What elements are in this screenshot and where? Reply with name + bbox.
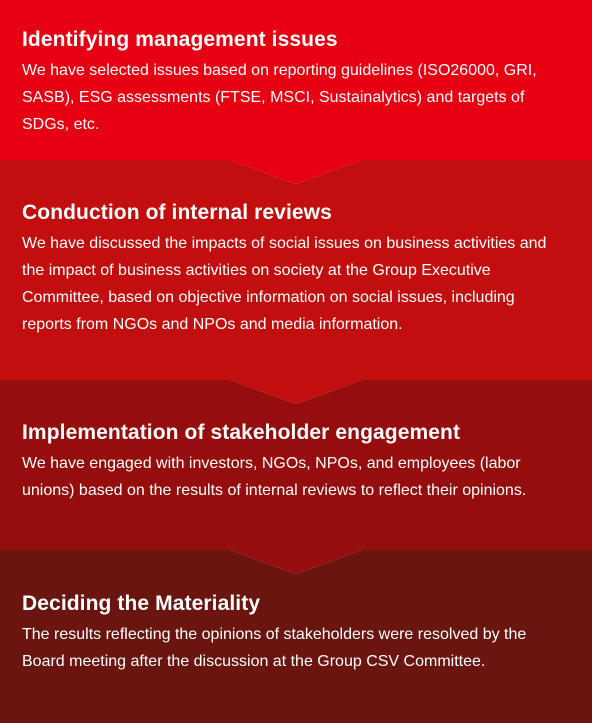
step-conduction-of-internal-reviews xyxy=(0,160,592,406)
step-1-description: We have selected issues based on reporting guidelines (ISO26000, GRI, SASB), ESG assessments (FTSE, MSCI, Sustainalytics) and targets of SDGs, etc. xyxy=(22,62,537,133)
step-1-title: Identifying management issues xyxy=(22,28,338,51)
step-implementation-of-stakeholder-engagement xyxy=(0,380,592,576)
step-deciding-the-materiality xyxy=(0,550,592,723)
step-identifying-management-issues xyxy=(0,0,592,186)
step-3-description: We have engaged with investors, NGOs, NPOs, and employees (labor unions) based on the results of internal reviews to reflect their opinions. xyxy=(22,455,527,499)
step-3-title: Implementation of stakeholder engagement xyxy=(22,421,461,444)
step-2-title: Conduction of internal reviews xyxy=(22,201,332,224)
step-4-description: The results reflecting the opinions of stakeholders were resolved by the Board meeting after the discussion at the Group CSV Committee. xyxy=(22,626,527,670)
step-2-description: We have discussed the impacts of social issues on business activities and the impact of business activities on society at the Group Executive Committee, based on objective information on social issues, including reports from NGOs and NPOs and media information. xyxy=(22,235,547,333)
step-4-title: Deciding the Materiality xyxy=(22,592,261,615)
